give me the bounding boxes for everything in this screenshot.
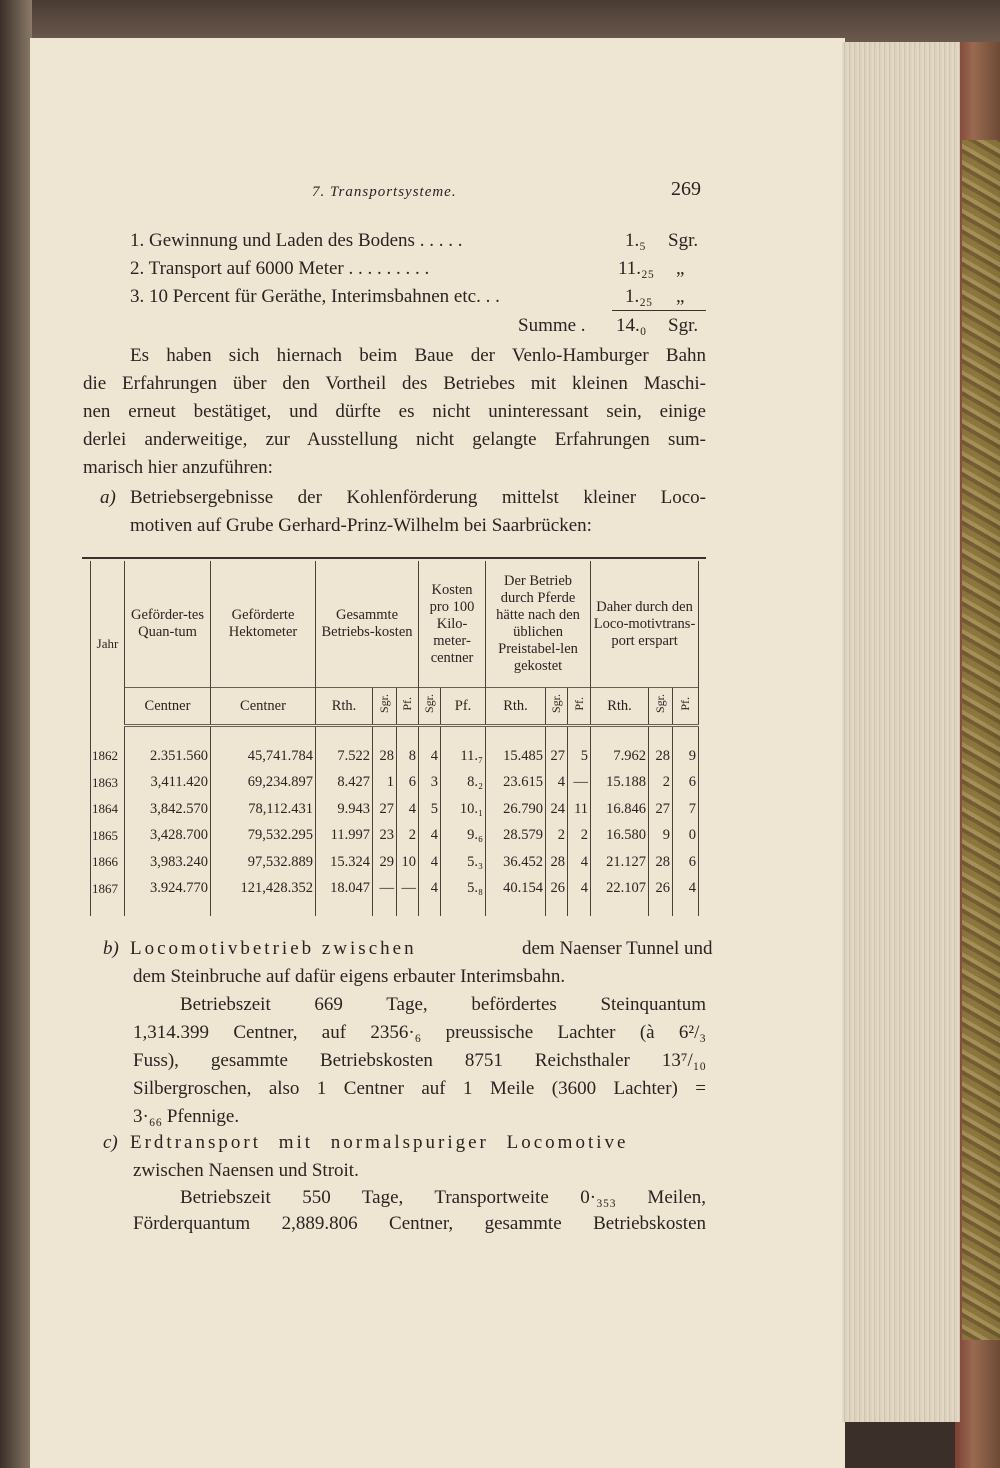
value-cell: 4	[568, 876, 591, 903]
value-cell: 15.485	[486, 743, 546, 770]
value-cell: 97,532.889	[211, 849, 316, 876]
spacer-cell	[546, 726, 568, 744]
cost-item-unit: „	[676, 286, 685, 307]
value-cell: 3,983.240	[125, 849, 211, 876]
results-table	[90, 561, 699, 916]
cost-item-value: 1.₅	[625, 230, 646, 251]
value-cell: 9	[649, 823, 673, 850]
value-cell: 36.452	[486, 849, 546, 876]
cost-item-unit: Sgr.	[668, 230, 699, 251]
section-heading: Locomotivbetrieb zwischen	[130, 938, 417, 959]
value-cell: 3,842.570	[125, 796, 211, 823]
section-marker: a)	[100, 487, 116, 508]
value-cell: 10	[397, 849, 419, 876]
header-quantity: Geförder-tes Quan-tum	[125, 561, 211, 688]
value-cell: 2	[546, 823, 568, 850]
value-cell: 69,234.897	[211, 770, 316, 797]
subheader-unit	[546, 688, 568, 726]
subheader-unit: Rth.	[591, 688, 649, 726]
paragraph-line: Betriebszeit 669 Tage, befördertes Steinquantum	[180, 994, 706, 1015]
spacer-cell	[591, 726, 649, 744]
page-edges	[842, 42, 960, 1422]
book-cover-top	[0, 0, 1000, 42]
subheader-unit	[419, 688, 441, 726]
subheader-unit	[649, 688, 673, 726]
paragraph-line: motiven auf Grube Gerhard-Prinz-Wilhelm bei Saarbrücken:	[130, 515, 592, 536]
spacer-cell	[316, 902, 373, 916]
paragraph-line: Silbergroschen, also 1 Centner auf 1 Meile (3600 Lachter) =	[133, 1078, 706, 1099]
subheader-unit: Rth.	[486, 688, 546, 726]
spacer-cell	[568, 726, 591, 744]
value-cell: 7.962	[591, 743, 649, 770]
spacer-cell	[591, 902, 649, 916]
value-cell: 4	[568, 849, 591, 876]
value-cell: 6	[673, 849, 699, 876]
table-row	[91, 823, 699, 850]
year-cell: 1862	[91, 743, 125, 770]
value-cell: 26.790	[486, 796, 546, 823]
value-cell: 26	[546, 876, 568, 903]
value-cell: 8.427	[316, 770, 373, 797]
value-cell: 2	[397, 823, 419, 850]
unit-label: Sgr.	[422, 693, 437, 713]
paragraph-line: die Erfahrungen über den Vortheil des Betriebes mit kleinen Maschi-	[83, 373, 706, 394]
value-cell: 4	[419, 849, 441, 876]
subheader-unit	[373, 688, 397, 726]
cost-item-value: 1.₂₅	[625, 286, 653, 307]
paragraph-line: Fuss), gesammte Betriebskosten 8751 Reichsthaler 13⁷/₁₀	[133, 1050, 706, 1071]
paragraph-line: 3·₆₆ Pfennige.	[133, 1106, 240, 1127]
table-row	[91, 876, 699, 903]
header-horse-cost: Der Betrieb durch Pferde hätte nach den üblichen Preistabel-len gekostet	[486, 561, 591, 688]
value-cell: 121,428.352	[211, 876, 316, 903]
paragraph-line: 1,314.399 Centner, auf 2356·₆ preussische Lachter (à 6²/₃	[133, 1022, 706, 1043]
unit-label: Pf.	[678, 696, 693, 711]
value-cell: 18.047	[316, 876, 373, 903]
value-cell: 6	[673, 770, 699, 797]
spacer-cell	[441, 726, 486, 744]
value-cell: 16.846	[591, 796, 649, 823]
value-cell: 3,428.700	[125, 823, 211, 850]
value-cell: —	[568, 770, 591, 797]
spacer-cell	[125, 726, 211, 744]
value-cell: 0	[673, 823, 699, 850]
value-cell: 78,112.431	[211, 796, 316, 823]
section-marker: b)	[103, 938, 119, 959]
table-row	[91, 743, 699, 770]
value-cell: 27	[546, 743, 568, 770]
paragraph-line: derlei anderweitige, zur Ausstellung nicht gelangte Erfahrungen sum-	[83, 429, 706, 450]
spacer-cell	[486, 726, 546, 744]
value-cell: 5	[568, 743, 591, 770]
subheader-unit: Rth.	[316, 688, 373, 726]
spacer-cell	[486, 902, 546, 916]
section-heading: Erdtransport mit normalspuriger Locomotive	[130, 1132, 629, 1153]
spacer-cell	[441, 902, 486, 916]
value-cell: 3	[419, 770, 441, 797]
paragraph-line: Betriebsergebnisse der Kohlenförderung mittelst kleiner Loco-	[130, 487, 706, 508]
year-cell: 1863	[91, 770, 125, 797]
unit-label: Sgr.	[377, 693, 391, 713]
spacer-cell	[373, 902, 397, 916]
table-row	[91, 796, 699, 823]
value-cell: 28.579	[486, 823, 546, 850]
value-cell: 15.188	[591, 770, 649, 797]
value-cell: 16.580	[591, 823, 649, 850]
value-cell: 4	[419, 823, 441, 850]
spacer-cell	[568, 902, 591, 916]
sum-unit: Sgr.	[668, 315, 699, 336]
year-cell: 1865	[91, 823, 125, 850]
value-cell: 1	[373, 770, 397, 797]
value-cell: 24	[546, 796, 568, 823]
spacer-cell	[211, 726, 316, 744]
spacer-cell	[419, 902, 441, 916]
value-cell: 4	[673, 876, 699, 903]
marbled-edge	[962, 140, 1000, 1340]
subheader-unit: Pf.	[441, 688, 486, 726]
value-cell: 8.₂	[441, 770, 486, 797]
cost-item-label: 2. Transport auf 6000 Meter . . . . . . . . .	[130, 258, 430, 279]
value-cell: 28	[373, 743, 397, 770]
value-cell: 23.615	[486, 770, 546, 797]
value-cell: 2	[568, 823, 591, 850]
subheader-unit	[397, 688, 419, 726]
value-cell: 29	[373, 849, 397, 876]
value-cell: 4	[546, 770, 568, 797]
value-cell: 79,532.295	[211, 823, 316, 850]
year-cell: 1866	[91, 849, 125, 876]
value-cell: 8	[397, 743, 419, 770]
value-cell: 5	[419, 796, 441, 823]
spacer-cell	[125, 902, 211, 916]
value-cell: 15.324	[316, 849, 373, 876]
spacer-cell	[546, 902, 568, 916]
value-cell: 27	[373, 796, 397, 823]
value-cell: 5.₃	[441, 849, 486, 876]
value-cell: 2	[649, 770, 673, 797]
value-cell: 10.₁	[441, 796, 486, 823]
value-cell: 7	[673, 796, 699, 823]
cost-item-unit: „	[676, 258, 685, 279]
value-cell: 2.351.560	[125, 743, 211, 770]
value-cell: 9	[673, 743, 699, 770]
value-cell: 9.943	[316, 796, 373, 823]
subheader-unit	[673, 688, 699, 726]
spacer-cell	[397, 902, 419, 916]
unit-label: Sgr.	[653, 693, 668, 713]
value-cell: 28	[546, 849, 568, 876]
spacer-cell	[419, 726, 441, 744]
header-total-costs: Gesammte Betriebs-kosten	[316, 561, 419, 688]
value-cell: —	[373, 876, 397, 903]
spacer-cell	[91, 902, 125, 916]
spacer-cell	[649, 726, 673, 744]
header-savings: Daher durch den Loco-motivtrans-port erspart	[591, 561, 699, 688]
subheader-unit: Centner	[125, 688, 211, 726]
value-cell: 3,411.420	[125, 770, 211, 797]
year-cell: 1867	[91, 876, 125, 903]
spacer-cell	[673, 902, 699, 916]
paragraph-line: nen erneut bestätiget, und dürfte es nicht uninteressant sein, einige	[83, 401, 706, 422]
sum-label: Summe .	[518, 315, 586, 336]
value-cell: 5.₈	[441, 876, 486, 903]
spacer-cell	[316, 726, 373, 744]
unit-label: Pf.	[571, 696, 586, 711]
header-year: Jahr	[91, 561, 125, 726]
sum-rule	[612, 310, 706, 311]
value-cell: —	[397, 876, 419, 903]
running-title: 7. Transportsysteme.	[312, 184, 457, 200]
table-row	[91, 849, 699, 876]
value-cell: 11	[568, 796, 591, 823]
paragraph-line: dem Naenser Tunnel und	[522, 938, 713, 959]
cost-item-label: 3. 10 Percent für Geräthe, Interimsbahnen etc. . .	[130, 286, 500, 307]
paragraph-line: Es haben sich hiernach beim Baue der Venlo-Hamburger Bahn	[130, 345, 706, 366]
paragraph-line: Betriebszeit 550 Tage, Transportweite 0·₃₅₃ Meilen,	[180, 1187, 706, 1208]
value-cell: 3.924.770	[125, 876, 211, 903]
value-cell: 4	[419, 743, 441, 770]
year-cell: 1864	[91, 796, 125, 823]
spacer-cell	[649, 902, 673, 916]
book-cover-left	[0, 0, 32, 1468]
value-cell: 6	[397, 770, 419, 797]
header-hectometers: Geförderte Hektometer	[211, 561, 316, 688]
value-cell: 21.127	[591, 849, 649, 876]
unit-label: Sgr.	[549, 693, 564, 713]
table-row	[91, 770, 699, 797]
value-cell: 11.₇	[441, 743, 486, 770]
spacer-cell	[91, 726, 125, 744]
value-cell: 28	[649, 743, 673, 770]
value-cell: 4	[419, 876, 441, 903]
page-number: 269	[671, 178, 701, 200]
header-cost-per-100: Kosten pro 100 Kilo-meter-centner	[419, 561, 486, 688]
spacer-cell	[211, 902, 316, 916]
table-top-rule	[82, 557, 706, 559]
value-cell: 11.997	[316, 823, 373, 850]
value-cell: 23	[373, 823, 397, 850]
value-cell: 40.154	[486, 876, 546, 903]
section-marker: c)	[103, 1132, 118, 1153]
paragraph-line: zwischen Naensen und Stroit.	[133, 1160, 359, 1181]
value-cell: 45,741.784	[211, 743, 316, 770]
value-cell: 4	[397, 796, 419, 823]
spacer-cell	[673, 726, 699, 744]
value-cell: 26	[649, 876, 673, 903]
cost-item-value: 11.₂₅	[618, 258, 655, 279]
spacer-cell	[373, 726, 397, 744]
value-cell: 22.107	[591, 876, 649, 903]
value-cell: 27	[649, 796, 673, 823]
value-cell: 28	[649, 849, 673, 876]
paragraph-line: dem Steinbruche auf dafür eigens erbauter Interimsbahn.	[133, 966, 566, 987]
value-cell: 7.522	[316, 743, 373, 770]
spacer-cell	[397, 726, 419, 744]
cost-item-label: 1. Gewinnung und Laden des Bodens . . . . .	[130, 230, 463, 251]
subheader-unit: Centner	[211, 688, 316, 726]
paragraph-line: marisch hier anzuführen:	[83, 457, 273, 478]
paragraph-line: Förderquantum 2,889.806 Centner, gesammte Betriebskosten	[133, 1213, 706, 1234]
value-cell: 9.₆	[441, 823, 486, 850]
subheader-unit	[568, 688, 591, 726]
unit-label: Pf.	[400, 696, 414, 711]
sum-value: 14.₀	[616, 315, 647, 336]
